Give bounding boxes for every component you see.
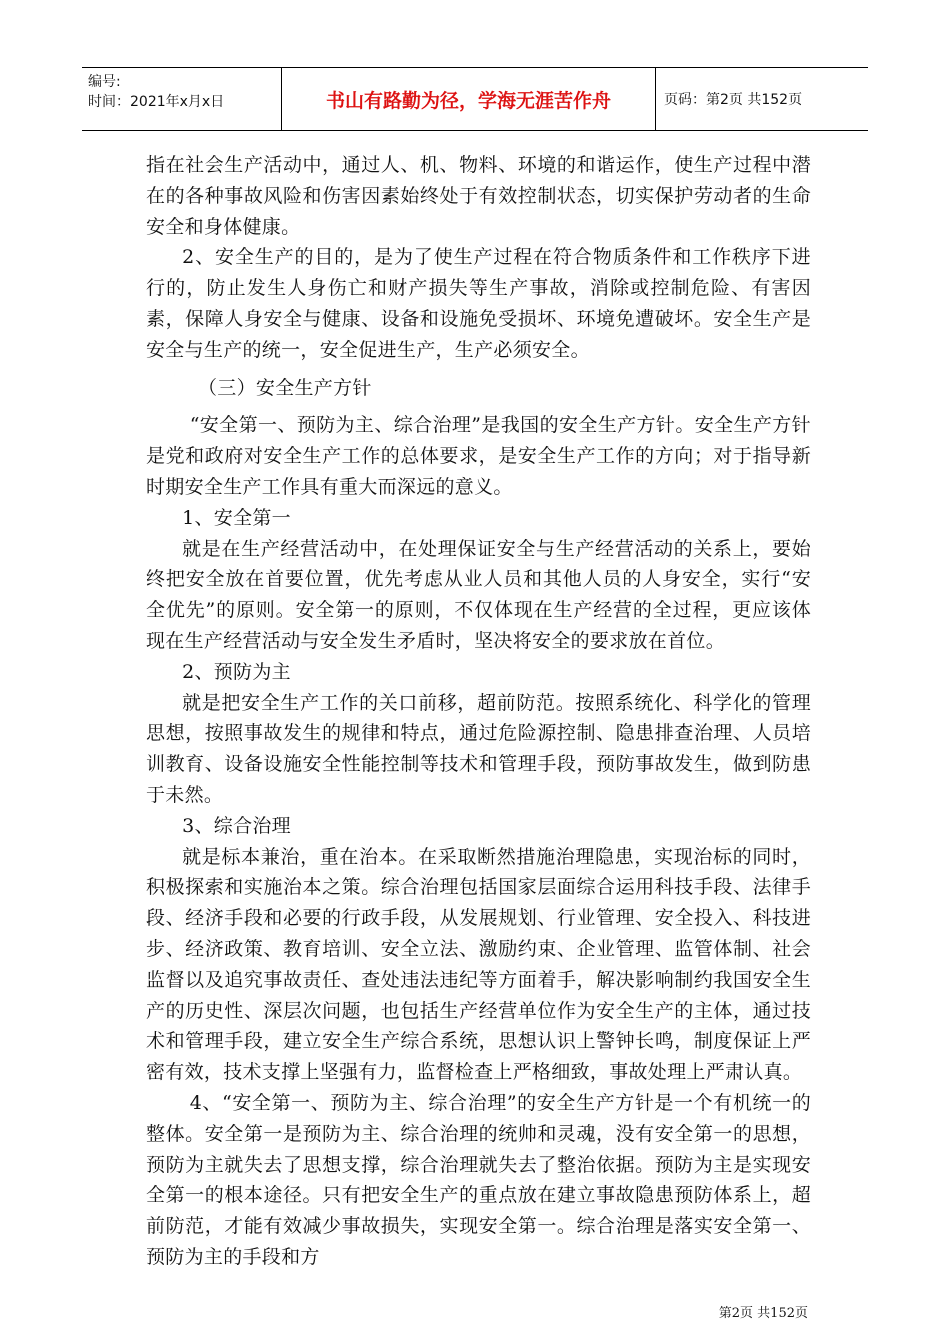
paragraph-comprehensive: 就是标本兼治，重在治本。在采取断然措施治理隐患，实现治标的同时，积极探索和实施治本之策。综合治理包括国家层面综合运用科技手段、法律手段、经济手段和必要的行政手段，从发展规划、行业管理、安全投入、科技进步、经济政策、教育培训、安全立法、激励约束、企业管理、监管体制、社会监督以及追究事故责任、查处违法违纪等方面着手，解决影响制约我国安全生产的历史性、深层次问题，也包括生产经营单位作为安全生产的主体，通过技术和管理手段，建立安全生产综合系统，思想认识上警钟长鸣，制度保证上严密有效，技术支撑上坚强有力，监督检查上严格细致，事故处理上严肃认真。 (146, 845, 811, 1084)
page-footer: 第2页 共152页 (718, 1306, 808, 1321)
subheading-safety-first: 1、安全第一 (182, 506, 291, 529)
paragraph-purpose: 2、安全生产的目的，是为了使生产过程在符合物质条件和工作秩序下进行的，防止发生人身伤亡和财产损失等生产事故，消除或控制危险、有害因素，保障人身安全与健康、设备和设施免受损坏、环境免遭破坏。安全生产是安全与生产的统一，安全促进生产，生产必须安全。 (146, 246, 811, 361)
section-heading: （三）安全生产方针 (198, 376, 372, 399)
time-label: 时间：2021年x月x日 (88, 94, 225, 110)
subheading-prevention: 2、预防为主 (182, 660, 291, 683)
subheading-comprehensive: 3、综合治理 (182, 814, 291, 837)
page-header (82, 67, 868, 131)
header-motto: 书山有路勤为径，学海无涯苦作舟 (282, 68, 656, 130)
header-meta (82, 68, 282, 130)
serial-label: 编号: (88, 74, 121, 90)
paragraph-prevention: 就是把安全生产工作的关口前移，超前防范。按照系统化、科学化的管理思想，按照事故发生的规律和特点，通过危险源控制、隐患排查治理、人员培训教育、设备设施安全性能控制等技术和管理手段，预防事故发生，做到防患于未然。 (146, 691, 811, 806)
paragraph-continuation: 指在社会生产活动中，通过人、机、物料、环境的和谐运作，使生产过程中潜在的各种事故风险和伤害因素始终处于有效控制状态，切实保护劳动者的生命安全和身体健康。 (146, 154, 811, 238)
paragraph-unity: 4、“安全第一、预防为主、综合治理”的安全生产方针是一个有机统一的整体。安全第一是预防为主、综合治理的统帅和灵魂，没有安全第一的思想，预防为主就失去了思想支撑，综合治理就失去了整治依据。预防为主是实现安全第一的根本途径。只有把安全生产的重点放在建立事故隐患预防体系上，超前防范，才能有效减少事故损失，实现安全第一。综合治理是落实安全第一、预防为主的手段和方 (146, 1091, 811, 1268)
paragraph-safety-first: 就是在生产经营活动中，在处理保证安全与生产经营活动的关系上，要始终把安全放在首要位置，优先考虑从业人员和其他人员的人身安全，实行“安全优先”的原则。安全第一的原则，不仅体现在生产经营的全过程，更应该体现在生产经营活动与安全发生矛盾时，坚决将安全的要求放在首位。 (146, 537, 811, 652)
header-page-info: 页码：第2页 共152页 (664, 92, 803, 108)
paragraph-policy: “安全第一、预防为主、综合治理”是我国的安全生产方针。安全生产方针是党和政府对安全生产工作的总体要求，是安全生产工作的方向；对于指导新时期安全生产工作具有重大而深远的意义。 (146, 414, 811, 498)
document-body (146, 150, 811, 1273)
